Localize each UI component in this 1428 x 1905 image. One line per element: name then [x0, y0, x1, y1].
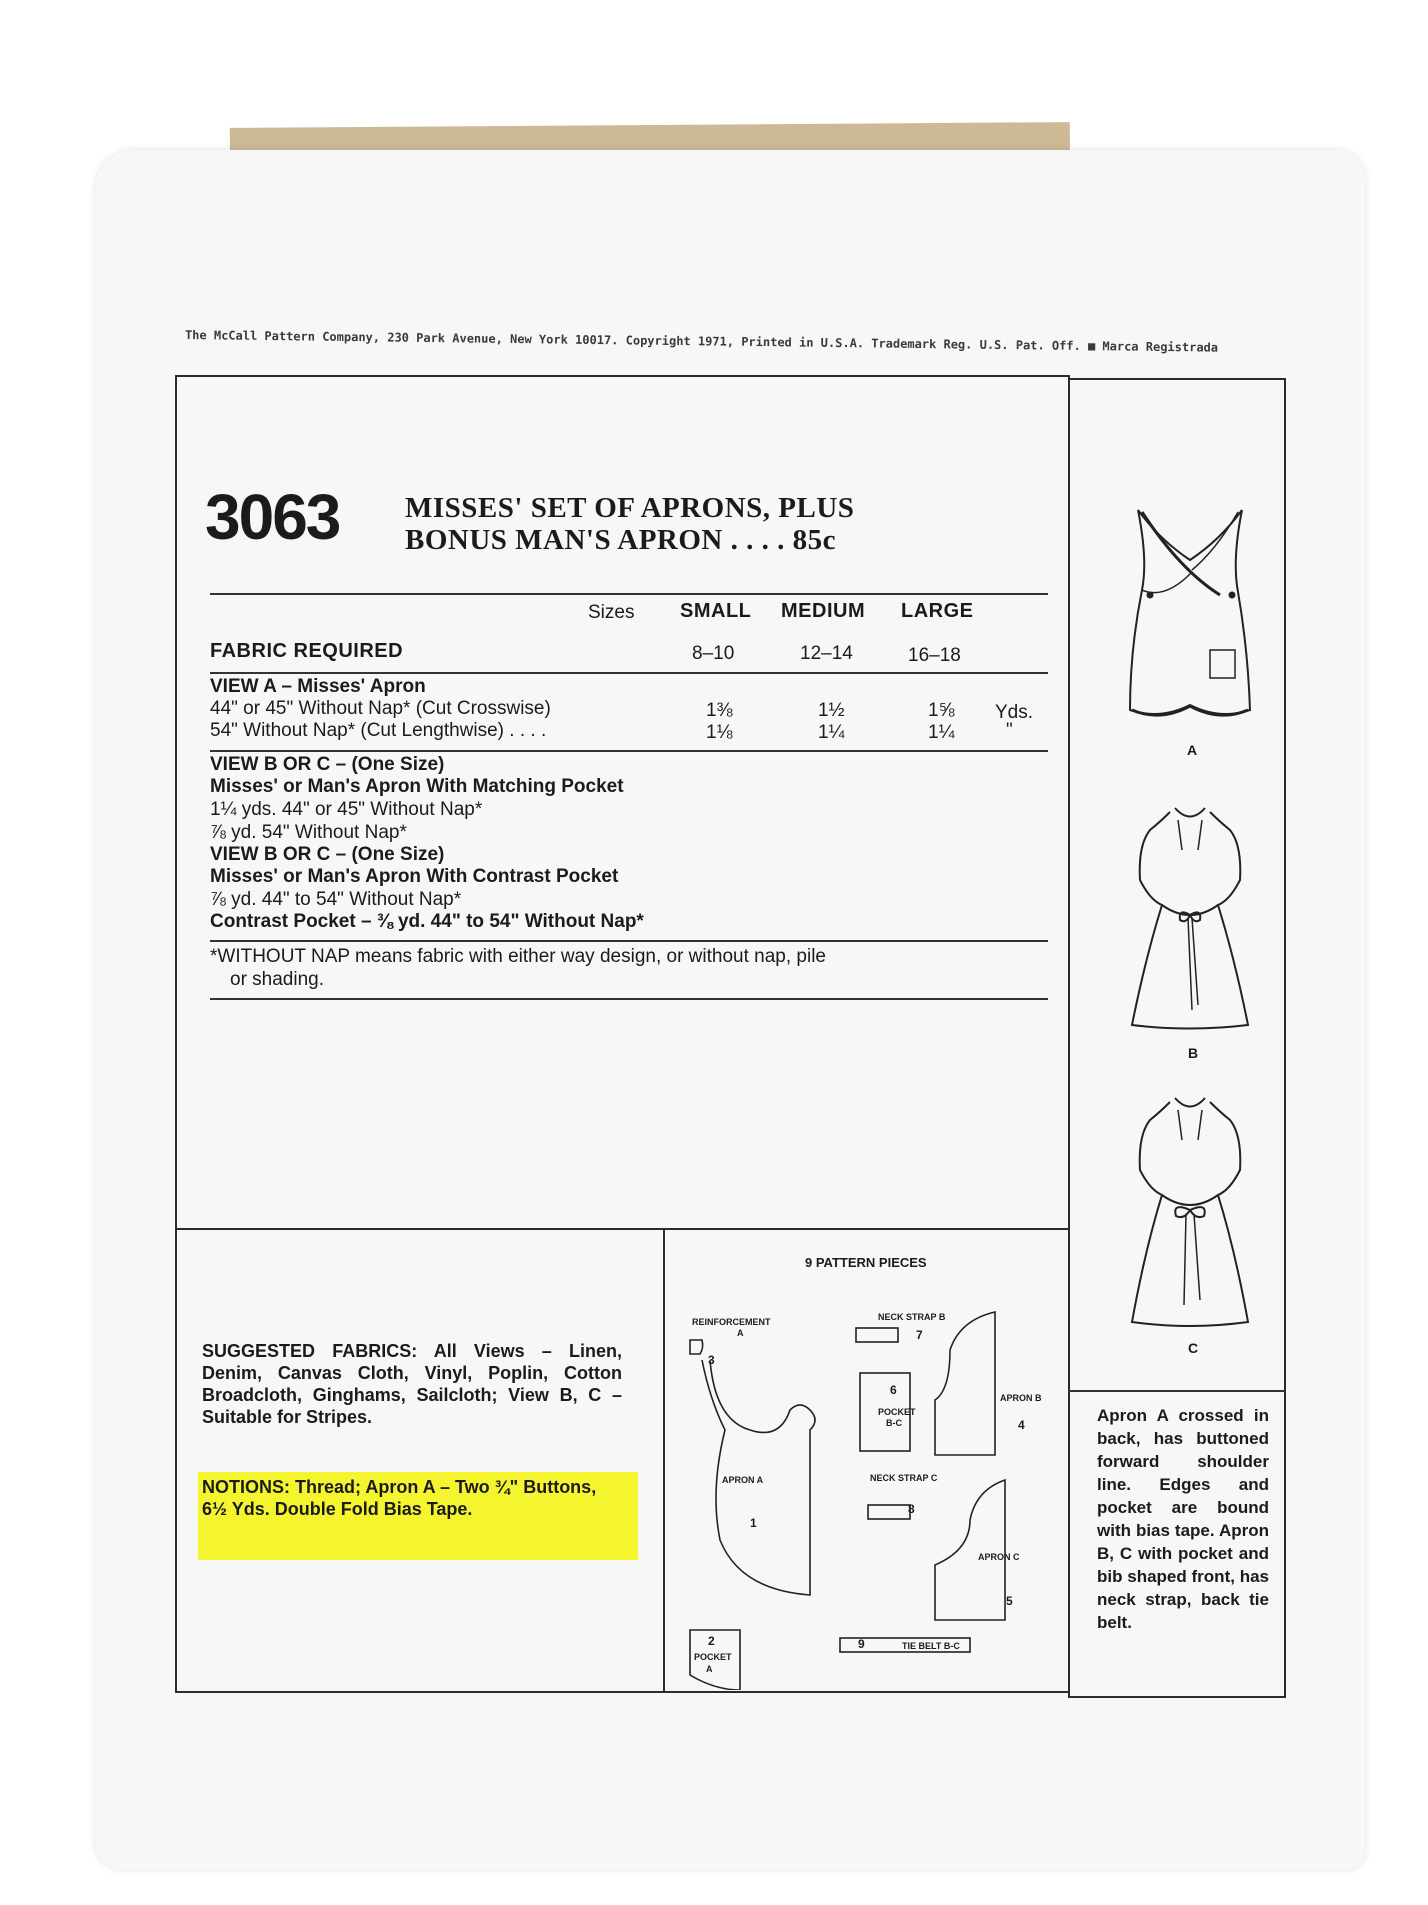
view-bc-line: VIEW B OR C – (One Size): [210, 754, 445, 775]
divider: [210, 940, 1048, 942]
piece-apron-b-number: 4: [1018, 1418, 1025, 1432]
view-a-label: A: [1187, 742, 1198, 758]
size-range-medium: 12–14: [800, 643, 853, 664]
piece-tie-belt-number: 9: [858, 1637, 865, 1651]
view-a-row-2-large: 1¼: [928, 722, 955, 743]
divider: [210, 998, 1048, 1000]
view-description: Apron A crossed in back, has buttoned forward shoulder line. Edges and pocket are bound with bias tape. Apron B, C with pocket and bib shaped front, has neck strap, back tie belt.: [1097, 1406, 1269, 1632]
copyright-line: The McCall Pattern Company, 230 Park Avenue, New York 10017. Copyright 1971, Printed in U.S.A. Trademark Reg. U.S. Pat. Off. ■ Marca Registrada: [184, 328, 1219, 355]
notions: NOTIONS: Thread; Apron A – Two ¾" Buttons, 6½ Yds. Double Fold Bias Tape.: [202, 1477, 597, 1519]
view-b-apron-illustration: [1120, 800, 1260, 1040]
view-bc-line: VIEW B OR C – (One Size): [210, 844, 445, 865]
piece-apron-a-number: 1: [750, 1516, 757, 1530]
view-a-row-2-ditto: ": [1006, 720, 1013, 741]
size-medium: MEDIUM: [781, 600, 866, 622]
nap-note-line-2: or shading.: [230, 969, 325, 990]
size-large: LARGE: [901, 600, 974, 622]
nap-note-line-1: *WITHOUT NAP means fabric with either way design, or without nap, pile: [210, 946, 826, 967]
piece-apron-a-label: APRON A: [722, 1475, 764, 1485]
pattern-number: 3063: [205, 481, 340, 553]
view-a-apron-illustration: [1120, 500, 1260, 730]
piece-pocket-bc-number: 6: [890, 1383, 897, 1397]
piece-apron-c-number: 5: [1006, 1594, 1013, 1608]
title-line-1: MISSES' SET OF APRONS, PLUS: [405, 492, 855, 524]
piece-pocket-a-label: POCKET: [694, 1652, 732, 1662]
piece-neck-strap-c-number: 8: [908, 1502, 915, 1516]
view-a-row-2-label: 54" Without Nap* (Cut Lengthwise) . . . .: [210, 720, 547, 741]
view-bc-line: 1¼ yds. 44" or 45" Without Nap*: [210, 799, 483, 820]
piece-reinforcement-view: A: [737, 1328, 744, 1338]
view-c-label: C: [1188, 1340, 1199, 1356]
piece-pocket-bc-label: POCKET: [878, 1407, 916, 1417]
view-bc-line: Misses' or Man's Apron With Contrast Pocket: [210, 866, 619, 887]
suggested-fabrics: SUGGESTED FABRICS: All Views – Linen, Denim, Canvas Cloth, Vinyl, Poplin, Cotton Broadcloth, Ginghams, Sailcloth; View B, C – Suitable for Stripes.: [202, 1341, 622, 1427]
view-bc-line: ⅞ yd. 54" Without Nap*: [210, 822, 407, 843]
size-range-large: 16–18: [908, 645, 961, 666]
title-line-2: BONUS MAN'S APRON . . . . 85c: [405, 524, 836, 556]
view-a-title: VIEW A – Misses' Apron: [210, 676, 426, 697]
divider: [210, 750, 1048, 752]
view-a-row-2-small: 1⅛: [706, 722, 733, 743]
divider: [210, 593, 1048, 595]
divider: [1068, 1390, 1286, 1392]
fabric-required-heading: FABRIC REQUIRED: [210, 640, 404, 662]
sizes-label: Sizes: [588, 602, 635, 623]
piece-apron-c-label: APRON C: [978, 1552, 1020, 1562]
view-a-row-1-small: 1⅜: [706, 700, 733, 721]
size-small: SMALL: [680, 600, 752, 622]
piece-pocket-a-view: A: [706, 1664, 713, 1674]
piece-pocket-bc-view: B-C: [886, 1418, 902, 1428]
view-bc-line: Misses' or Man's Apron With Matching Pocket: [210, 776, 624, 797]
divider: [210, 672, 1048, 674]
piece-neck-strap-b-label: NECK STRAP B: [878, 1312, 946, 1322]
view-b-label: B: [1188, 1045, 1199, 1061]
view-bc-line: Contrast Pocket – ⅜ yd. 44" to 54" Without Nap*: [210, 911, 644, 932]
view-a-row-1-large: 1⅝: [928, 700, 955, 721]
fabrics-notions-box: [175, 1228, 665, 1693]
pattern-pieces-title: 9 PATTERN PIECES: [805, 1255, 927, 1270]
view-a-row-1-label: 44" or 45" Without Nap* (Cut Crosswise): [210, 698, 551, 719]
piece-neck-strap-b-number: 7: [916, 1328, 923, 1342]
piece-pocket-a-number: 2: [708, 1634, 715, 1648]
piece-apron-b-label: APRON B: [1000, 1393, 1042, 1403]
view-bc-line: ⅞ yd. 44" to 54" Without Nap*: [210, 889, 462, 910]
piece-tie-belt-label: TIE BELT B-C: [902, 1641, 960, 1651]
pattern-title: [405, 492, 854, 556]
piece-reinforcement-label: REINFORCEMENT: [692, 1317, 771, 1327]
view-a-row-1-medium: 1½: [818, 700, 845, 721]
view-a-row-2-medium: 1¼: [818, 722, 845, 743]
view-c-apron-illustration: [1120, 1090, 1260, 1340]
piece-reinforcement-number: 3: [708, 1353, 715, 1367]
piece-neck-strap-c-label: NECK STRAP C: [870, 1473, 938, 1483]
size-range-small: 8–10: [692, 643, 735, 664]
view-a-row-1-unit: Yds.: [995, 702, 1034, 723]
